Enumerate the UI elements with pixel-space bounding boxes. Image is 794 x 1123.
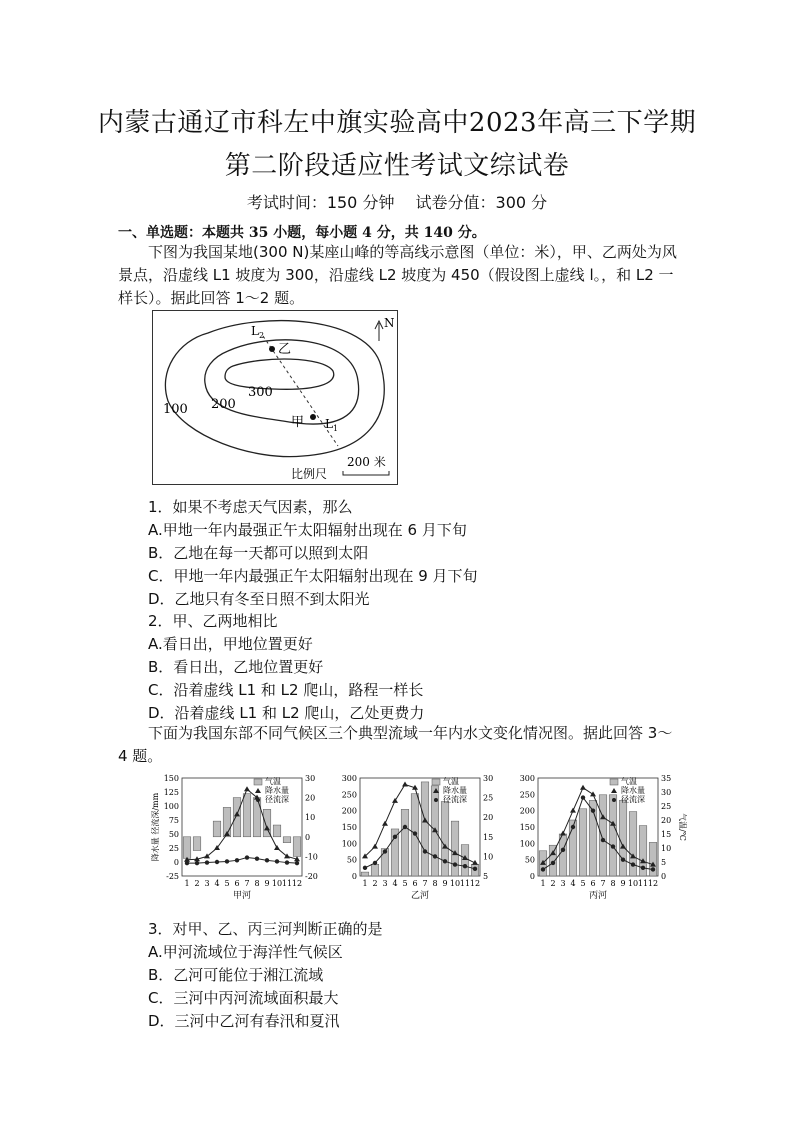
left-tick-label: 200 [519, 806, 535, 816]
right-tick-label: 35 [661, 774, 672, 783]
temp-bar [253, 798, 261, 837]
hydrology-charts [150, 768, 687, 908]
legend-label: 气温 [443, 777, 459, 786]
temp-bar [273, 825, 281, 837]
x-tick-label: 8 [610, 879, 616, 888]
left-tick-label: 150 [519, 823, 535, 832]
q1-option-d: D．乙地只有冬至日照不到太阳光 [148, 590, 370, 608]
left-tick-label: 250 [341, 790, 357, 800]
x-tick-label: 11 [459, 879, 471, 888]
right-tick-label: 20 [661, 816, 672, 825]
x-tick-label: 6 [590, 879, 596, 888]
x-tick-label: 12 [647, 879, 659, 888]
left-tick-label: 0 [529, 872, 535, 881]
x-tick-label: 2 [550, 879, 556, 888]
temp-bar [609, 795, 617, 876]
temp-bar [421, 782, 429, 876]
legend-label: 降水量 [265, 786, 289, 795]
runoff-point [581, 795, 585, 799]
legend-label: 径流深 [265, 795, 289, 804]
x-tick-label: 9 [620, 879, 626, 888]
runoff-point [601, 838, 605, 842]
left-tick-label: 150 [341, 823, 357, 832]
precip-point [392, 798, 398, 803]
left-tick-label: 200 [341, 806, 357, 816]
label-l1: $L_1$ [325, 417, 339, 433]
left-tick-label: 300 [341, 774, 357, 783]
x-tick-label: 6 [234, 879, 240, 888]
left-tick-label: 150 [163, 774, 179, 783]
legend-swatch [434, 798, 438, 802]
right-tick-label: 0 [305, 832, 311, 842]
runoff-point [363, 866, 367, 870]
temp-bar [559, 834, 567, 876]
label-yi: 乙 [278, 342, 292, 357]
x-tick-label: 6 [412, 879, 418, 888]
x-tick-label: 3 [204, 879, 210, 888]
runoff-point [551, 861, 555, 865]
q1-stem: 1．如果不考虑天气因素，那么 [148, 498, 353, 516]
label-200: 200 [211, 397, 236, 412]
runoff-point [275, 859, 279, 863]
section-heading: 一、单选题：本题共 35 小题，每小题 4 分，共 140 分。 [118, 225, 486, 241]
scale-value: 200 米 [347, 455, 386, 469]
x-tick-label: 9 [442, 879, 448, 888]
runoff-point [443, 859, 447, 863]
left-tick-label: 50 [524, 855, 535, 865]
right-tick-label: -10 [305, 852, 318, 862]
x-tick-label: 10 [271, 879, 283, 888]
precip-point [274, 845, 280, 850]
scale-label: 比例尺 [291, 467, 328, 481]
runoff-point [393, 835, 397, 839]
right-tick-label: 10 [305, 813, 316, 823]
chart-title: 丙河 [588, 891, 608, 901]
right-tick-label: 30 [305, 774, 316, 783]
precip-point [560, 831, 566, 836]
q3-option-b: B．乙河可能位于湘江流域 [148, 966, 324, 984]
left-tick-label: 125 [163, 788, 179, 797]
right-tick-label: 10 [661, 844, 672, 853]
q2-option-d: D．沿着虚线 L1 和 L2 爬山，乙处更费力 [148, 704, 425, 722]
runoff-point [255, 856, 259, 860]
left-tick-label: 100 [341, 839, 357, 849]
right-tick-label: 20 [483, 813, 494, 823]
runoff-point [265, 858, 269, 862]
legend-swatch [254, 779, 262, 785]
x-tick-label: 10 [627, 879, 639, 888]
label-300: 300 [248, 385, 273, 400]
temp-bar [183, 837, 191, 859]
x-tick-label: 5 [224, 879, 230, 888]
legend-label: 降水量 [621, 786, 645, 795]
point-yi [269, 346, 275, 352]
right-tick-label: 25 [483, 793, 494, 803]
left-tick-label: 25 [168, 844, 179, 853]
q2-stem: 2．甲、乙两地相比 [148, 612, 278, 630]
north-label: N [384, 316, 395, 330]
temp-bar [451, 821, 459, 876]
temp-bar [293, 837, 301, 857]
runoff-point [225, 859, 229, 863]
left-tick-label: 300 [519, 774, 535, 783]
runoff-point [641, 866, 645, 870]
precip-point [244, 786, 250, 791]
runoff-point [185, 861, 189, 865]
legend-label: 降水量 [443, 786, 467, 795]
passage-2: 下面为我国东部不同气候区三个典型流域一年内水文变化情况图。据此回答 3～4 题。 [118, 724, 673, 765]
temp-bar [461, 845, 469, 876]
passage-1: 下图为我国某地(300 N)某座山峰的等高线示意图（单位：米），甲、乙两处为风景点，沿虚线 L1 坡度为 300，沿虚线 L2 坡度为 450（假设图上虚线 l。，和 L2 一样长）。据此回答 1～2 题。 [118, 243, 677, 307]
runoff-point [541, 867, 545, 871]
runoff-point [453, 862, 457, 866]
runoff-point [433, 854, 437, 858]
label-jia: 甲 [291, 415, 305, 430]
temp-bar [243, 794, 251, 837]
left-tick-label: 100 [163, 802, 179, 811]
legend-label: 气温 [265, 777, 281, 786]
runoff-point [413, 831, 417, 835]
chart-title: 乙河 [410, 891, 430, 901]
right-tick-label: 5 [661, 858, 667, 867]
x-tick-label: 7 [244, 879, 250, 888]
q3-option-d: D．三河中乙河有春汛和夏汛 [148, 1012, 340, 1030]
left-tick-label: 50 [168, 830, 179, 839]
precip-point [382, 821, 388, 826]
right-tick-label: 15 [661, 830, 672, 839]
precip-point [580, 785, 586, 790]
temp-bar [599, 795, 607, 876]
runoff-point [561, 848, 565, 852]
x-tick-label: 10 [449, 879, 461, 888]
legend-label: 径流深 [621, 795, 645, 804]
q2-option-b: B．看日出，乙地位置更好 [148, 658, 324, 676]
label-l2: $L_2$ [251, 324, 265, 340]
temp-bar [549, 845, 557, 876]
x-tick-label: 1 [362, 879, 368, 888]
q3-stem: 3．对甲、乙、丙三河判断正确的是 [148, 920, 383, 938]
runoff-point [205, 860, 209, 864]
runoff-point [651, 867, 655, 871]
temp-bar [193, 837, 201, 851]
runoff-point [631, 862, 635, 866]
runoff-point [463, 864, 467, 868]
right-tick-label: 30 [661, 788, 672, 797]
left-tick-label: 100 [519, 839, 535, 849]
runoff-point [423, 849, 427, 853]
exam-time: 考试时间：150 分钟 [246, 193, 395, 212]
runoff-line [187, 858, 297, 864]
legend-swatch [612, 798, 616, 802]
legend-label: 径流深 [443, 795, 467, 804]
runoff-point [473, 867, 477, 871]
x-tick-label: 12 [469, 879, 481, 888]
left-tick-label: 0 [351, 872, 357, 881]
x-tick-label: 12 [291, 879, 303, 888]
x-tick-label: 2 [372, 879, 378, 888]
temp-bar [441, 802, 449, 876]
right-tick-label: 0 [661, 872, 667, 881]
temp-bar [619, 800, 627, 876]
legend-label: 气温 [621, 777, 637, 786]
x-tick-label: 4 [214, 879, 220, 888]
q1-option-b: B．乙地在每一天都可以照到太阳 [148, 544, 369, 562]
q3-option-a: A.甲河流域位于海洋性气候区 [148, 943, 343, 961]
x-tick-label: 5 [580, 879, 586, 888]
runoff-point [195, 861, 199, 865]
runoff-point [235, 858, 239, 862]
legend-swatch [256, 798, 260, 802]
left-tick-label: 0 [173, 858, 179, 867]
x-tick-label: 3 [382, 879, 388, 888]
contour-map [152, 310, 398, 485]
x-tick-label: 3 [560, 879, 566, 888]
legend-swatch [611, 788, 617, 793]
exam-meta [0, 190, 794, 213]
left-tick-label: 250 [519, 790, 535, 800]
temp-bar [371, 864, 379, 876]
paper-title-line1: 内蒙古通辽市科左中旗实验高中2023年高三下学期 [97, 108, 697, 138]
left-tick-label: -25 [166, 872, 179, 881]
axis-label: 气温/℃ [678, 813, 687, 841]
right-tick-label: 5 [483, 872, 489, 881]
runoff-point [373, 861, 377, 865]
axis-label: 降水量 径流深/mm [151, 792, 160, 862]
x-tick-label: 8 [254, 879, 260, 888]
q1-option-a: A.甲地一年内最强正午太阳辐射出现在 6 月下旬 [148, 521, 467, 539]
runoff-point [611, 844, 615, 848]
right-tick-label: -20 [305, 872, 318, 881]
temp-bar [579, 809, 587, 876]
runoff-point [403, 825, 407, 829]
runoff-point [383, 849, 387, 853]
label-100: 100 [163, 402, 188, 417]
precip-point [372, 844, 378, 849]
legend-swatch [255, 788, 261, 793]
q3-option-c: C．三河中丙河流域面积最大 [148, 989, 339, 1007]
x-tick-label: 4 [392, 879, 398, 888]
scale-bar [343, 471, 389, 475]
q2-option-a: A.看日出，甲地位置更好 [148, 635, 313, 653]
contour-300 [225, 359, 334, 389]
precip-point [590, 791, 596, 796]
temp-bar [361, 872, 369, 876]
point-jia [310, 414, 316, 420]
x-tick-label: 4 [570, 879, 576, 888]
runoff-point [215, 860, 219, 864]
x-tick-label: 5 [402, 879, 408, 888]
right-tick-label: 30 [483, 774, 494, 783]
runoff-point [295, 861, 299, 865]
x-tick-label: 1 [540, 879, 546, 888]
paper-title-line2: 第二阶段适应性考试文综试卷 [224, 151, 570, 181]
runoff-point [571, 825, 575, 829]
x-tick-label: 11 [281, 879, 293, 888]
x-tick-label: 8 [432, 879, 438, 888]
q2-option-c: C．沿着虚线 L1 和 L2 爬山，路程一样长 [148, 681, 424, 699]
precip-point [570, 808, 576, 813]
x-tick-label: 7 [422, 879, 428, 888]
legend-swatch [610, 779, 618, 785]
chart-title: 甲河 [232, 891, 252, 901]
precip-point [402, 782, 408, 787]
x-tick-label: 1 [184, 879, 190, 888]
x-tick-label: 11 [637, 879, 649, 888]
runoff-point [285, 860, 289, 864]
temp-bar [401, 809, 409, 876]
temp-bar [283, 837, 291, 843]
left-tick-label: 75 [168, 816, 179, 825]
exam-score: 试卷分值：300 分 [415, 193, 548, 212]
right-tick-label: 10 [483, 852, 494, 862]
temp-bar [213, 821, 221, 837]
right-tick-label: 25 [661, 802, 672, 811]
runoff-point [245, 855, 249, 859]
temp-bar [233, 798, 241, 837]
right-tick-label: 15 [483, 832, 494, 842]
x-tick-label: 7 [600, 879, 606, 888]
legend-swatch [432, 779, 440, 785]
left-tick-label: 50 [346, 855, 357, 865]
x-tick-label: 2 [194, 879, 200, 888]
runoff-point [591, 808, 595, 812]
right-tick-label: 20 [305, 793, 316, 803]
x-tick-label: 9 [264, 879, 270, 888]
q1-option-c: C．甲地一年内最强正午太阳辐射出现在 9 月下旬 [148, 567, 478, 585]
runoff-point [621, 857, 625, 861]
